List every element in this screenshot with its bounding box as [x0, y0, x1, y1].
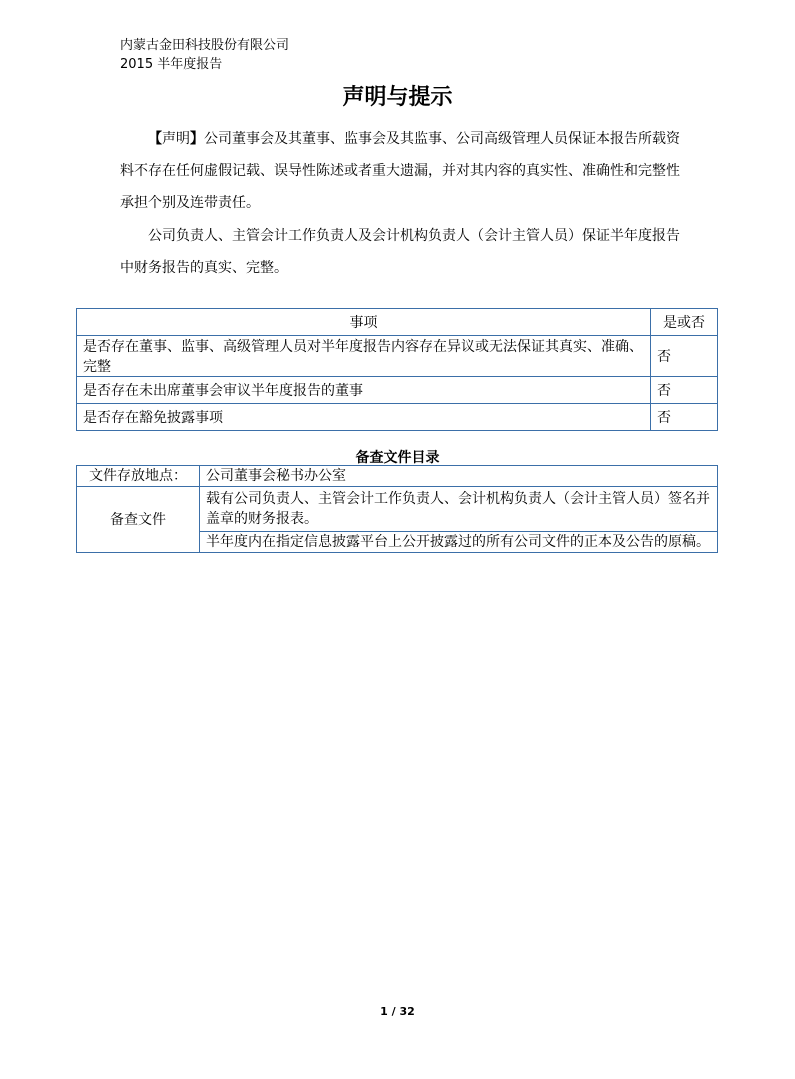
- matter-answer: 否: [651, 336, 718, 377]
- matters-table: [76, 308, 718, 431]
- location-value: 公司董事会秘书办公室: [200, 466, 718, 487]
- matter-answer: 否: [651, 404, 718, 431]
- statement-label: 声明: [162, 131, 190, 147]
- matters-header-row: [77, 309, 718, 336]
- matters-header-item: 事项: [77, 309, 651, 336]
- page-title: 声明与提示: [342, 85, 453, 110]
- table-row: [77, 377, 718, 404]
- location-label: 文件存放地点：: [77, 466, 200, 487]
- statement-bracket-open: 【: [148, 131, 162, 147]
- table-row: [77, 336, 718, 377]
- statement-bracket-close: 】: [190, 131, 204, 147]
- table-row: [77, 404, 718, 431]
- matter-text: 是否存在董事、监事、高级管理人员对半年度报告内容存在异议或无法保证其真实、准确、完整: [77, 336, 651, 377]
- header-report-name: 2015 半年度报告: [120, 57, 223, 72]
- header-company-name: 内蒙古金田科技股份有限公司: [120, 38, 290, 53]
- matters-header-yesno: 是或否: [651, 309, 718, 336]
- statement-paragraph: [120, 123, 680, 219]
- file-item: 半年度内在指定信息披露平台上公开披露过的所有公司文件的正本及公告的原稿。: [200, 532, 718, 553]
- files-table: [76, 465, 718, 553]
- matter-text: 是否存在未出席董事会审议半年度报告的董事: [77, 377, 651, 404]
- files-section-title: 备查文件目录: [355, 450, 440, 466]
- statement-text: 公司董事会及其董事、监事会及其监事、公司高级管理人员保证本报告所载资料不存在任何虚假记载、误导性陈述或者重大遗漏，并对其内容的真实性、准确性和完整性承担个别及连带责任。: [120, 131, 680, 211]
- matter-text: 是否存在豁免披露事项: [77, 404, 651, 431]
- matter-answer: 否: [651, 377, 718, 404]
- file-item: 载有公司负责人、主管会计工作负责人、会计机构负责人（会计主管人员）签名并盖章的财务报表。: [200, 487, 718, 532]
- responsibility-paragraph: 公司负责人、主管会计工作负责人及会计机构负责人（会计主管人员）保证半年度报告中财务报告的真实、完整。: [120, 228, 680, 276]
- files-label: 备查文件: [77, 487, 200, 553]
- page-number: 1 / 32: [380, 1005, 415, 1018]
- table-row: [77, 487, 718, 532]
- table-row: [77, 466, 718, 487]
